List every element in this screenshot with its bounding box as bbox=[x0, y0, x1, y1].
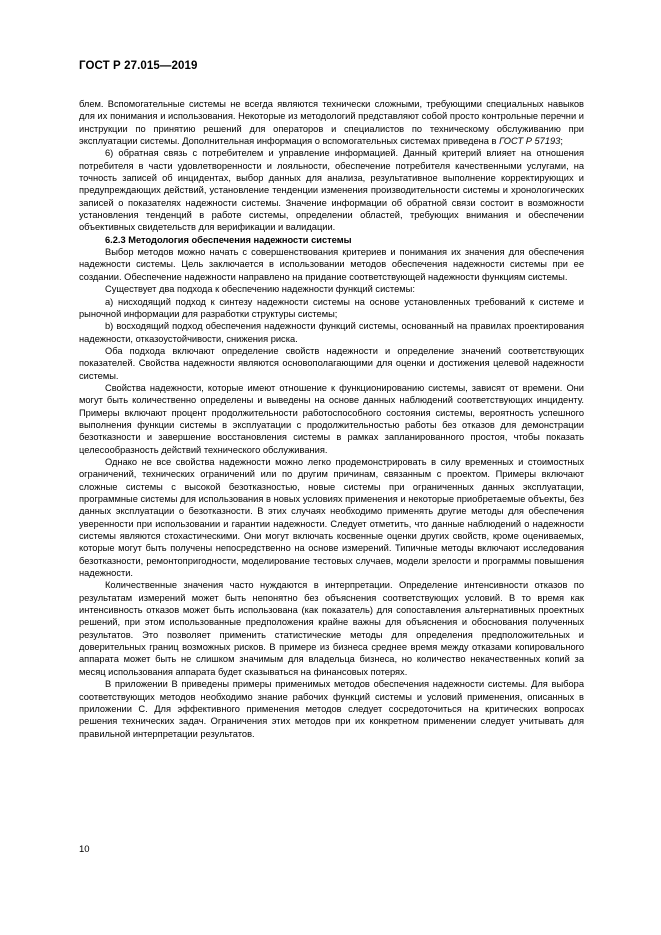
list-item-a: а) нисходящий подход к синтезу надежности системы на основе установленных требований к системе и рыночной информации для разработки структуры системы; bbox=[79, 296, 584, 319]
paragraph: Однако не все свойства надежности можно легко продемонстрировать в силу временных и стоимостных ограничений, технических ограничений или по другим причинам, связанным с проектом. Примеры включают сложные системы с высокой безотказностью, новые системы при ограниченных данных эксплуатации, программные системы для использования в новых условиях применения и некоторые приобретаемые объекты, без данных эксплуатации о безотказности. В этих случаях необходимо применять другие методы для обеспечения уверенности при использовании и гарантии надежности. Следует отметить, что данные наблюдений о надежности системы являются стохастическими. Они могут включать косвенные оценки других свойств, кроме оцениваемых, которые могут быть получены непосредственно на основе измерений. Типичные методы включают исследования безотказности, ремонтопригодности, моделирование тестовых случаев, модели зрелости и программы повышения надежности. bbox=[79, 456, 584, 579]
paragraph: Существует два подхода к обеспечению надежности функций системы: bbox=[105, 284, 415, 295]
paragraph-continuation bbox=[79, 98, 584, 147]
page-number: 10 bbox=[79, 844, 90, 855]
paragraph: Выбор методов можно начать с совершенствования критериев и понимания их значения для обеспечения надежности системы. Цель заключается в использовании методов обеспечения надежности системы при ее создании. Обеспечение надежности направлено на придание соответствующей надежности функциям системы. bbox=[79, 247, 584, 282]
section-heading: 6.2.3 Методология обеспечения надежности системы bbox=[105, 234, 352, 245]
paragraph-feedback: 6) обратная связь с потребителем и управление информацией. Данный критерий влияет на отношения потребителя в части удовлетворенности и лояльности, обеспечение потребителя качественными услугами, на точность записей об инцидентах, выбор данных для анализа, результативное выполнение корректирующих и предупреждающих действий, установление тенденции изменения производительности системы и хронологических записей о показателях надежности системы. Значение информации об обратной связи состоит в возможности установления тенденций в работе системы, определении областей, требующих внимания и обеспечении объективных свидетельств для верификации и валидации. bbox=[79, 148, 584, 233]
paragraph-text: блем. Вспомогательные системы не всегда являются технически сложными, требующими специальных навыков для их понимания и использования. Некоторые из методологий представляют собой просто контрольные перечни и инструкции по принятию решений для операторов и специалистов по техническому обслуживанию при эксплуатации системы. Дополнительная информация о вспомогательных системах приведена в bbox=[79, 99, 584, 147]
paragraph-text-end: ; bbox=[560, 136, 563, 147]
paragraph: В приложении В приведены примеры применимых методов обеспечения надежности системы. Для выбора соответствующих методов необходимо знание рабочих функций системы и условий применения, описанных в приложении С. Для эффективного применения методов следует сосредоточиться на критических вопросах решения технических задач. Ограничения этих методов при их конкретном применении следует учитывать для правильной интерпретации результатов. bbox=[79, 679, 584, 739]
paragraph: Количественные значения часто нуждаются в интерпретации. Определение интенсивности отказов по результатам измерений может быть непонятно без объяснения соответствующих условий. В то время как интенсивность отказов может быть использована (как показатель) для сопоставления альтернативных проектных решений, при этом использованные предположения крайне важны для объяснения и обоснования полученных результатов. Это позволяет применить статистические методы для определения предположительных и доверительных границ возможных рисков. В примере из бизнеса среднее время между отказами копировального аппарата может быть не слишком значимым для владельца бизнеса, но количество некачественных копий за месяц использования аппарата будет сказываться на финансовых потерях. bbox=[79, 580, 584, 677]
paragraph: Оба подхода включают определение свойств надежности и определение значений соответствующих показателей. Свойства надежности являются основополагающими для оценки и достижения целевой надежности системы. bbox=[79, 345, 584, 381]
document-body bbox=[79, 98, 584, 740]
page-header-standard: ГОСТ Р 27.015—2019 bbox=[79, 60, 198, 72]
standard-reference: ГОСТ Р 57193 bbox=[499, 136, 561, 147]
paragraph: Свойства надежности, которые имеют отношение к функционированию системы, зависят от времени. Они могут быть количественно определены и выведены на основе данных наблюдений соответствующих инциденту. Примеры включают процент продолжительности работоспособного состояния системы, вероятность успешного выполнения функции системы в эксплуатации с продолжительностью работы без отказов для демонстрации безотказности и завершение восстановления системы в рамках запланированного простоя, чтобы показать целесообразность действий технического обслуживания. bbox=[79, 382, 584, 455]
list-item-b: b) восходящий подход обеспечения надежности функций системы, основанный на правилах проектирования надежности, отказоустойчивости, снижения риска. bbox=[79, 321, 584, 344]
